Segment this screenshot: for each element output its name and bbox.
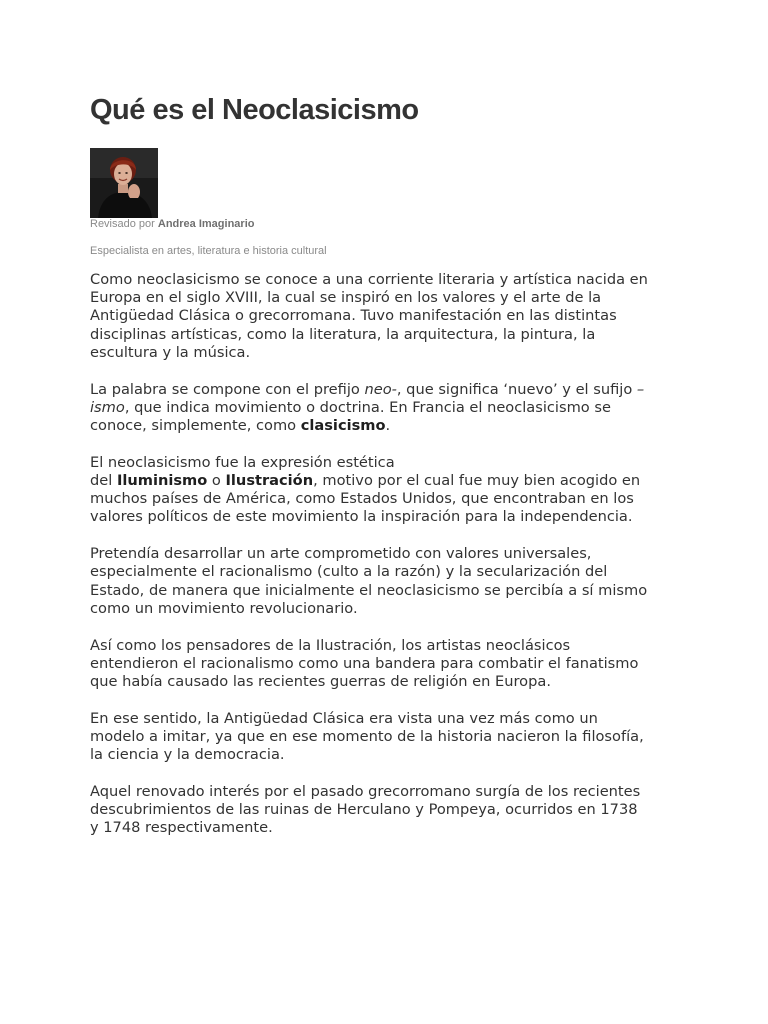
article-body (90, 271, 650, 856)
paragraph-3-text: del (90, 472, 117, 490)
paragraph-4: Pretendía desarrollar un arte comprometido con valores universales, especialmente el racionalismo (culto a la razón) y la secularización del Estado, de manera que inicialmente el neoclasicismo se percibía a sí mismo como un movimiento revolucionario. (90, 545, 648, 617)
reviewer-name[interactable]: Andrea Imaginario (157, 218, 255, 230)
reviewer-avatar (90, 148, 158, 218)
paragraph-2-text: , que indica movimiento o doctrina. En Francia el neoclasicismo se conoce, simplemente, como (90, 398, 611, 435)
paragraph-5: Así como los pensadores de la Ilustración, los artistas neoclásicos entendieron el racionalismo como una bandera para combatir el fanatismo que había causado las recientes guerras de religión en Europa. (90, 636, 639, 691)
reviewer-credential: Especialista en artes, literatura e historia cultural (90, 245, 327, 257)
reviewer-byline (90, 218, 254, 230)
keyword-iluminismo: Iluminismo (116, 472, 208, 490)
reviewer-prefix: Revisado por (90, 218, 155, 230)
paragraph-2 (90, 381, 650, 436)
paragraph-3-text: El neoclasicismo fue la expresión estética (90, 453, 395, 471)
keyword-ilustracion: Ilustración (225, 472, 314, 490)
paragraph-2-text: La palabra se compone con el prefijo (90, 380, 365, 398)
paragraph-6: En ese sentido, la Antigüedad Clásica era vista una vez más como un modelo a imitar, ya que en ese momento de la historia nacieron la filosofía, la ciencia y la democracia. (90, 709, 644, 764)
paragraph-3-text: o (207, 472, 226, 490)
keyword-clasicismo: clasicismo (300, 417, 386, 435)
reviewer-photo (90, 148, 158, 218)
suffix-term: –ismo (90, 380, 645, 416)
page-title: Qué es el Neoclasicismo (90, 94, 419, 126)
paragraph-3 (90, 454, 650, 527)
prefix-term: neo- (364, 380, 397, 398)
paragraph-1: Como neoclasicismo se conoce a una corriente literaria y artística nacida en Europa en el siglo XVIII, la cual se inspiró en los valores y el arte de la Antigüedad Clásica o grecorromana. Tuvo manifestación en las distintas disciplinas artísticas, como la literatura, la arquitectura, la pintura, la escultura y la música. (90, 271, 648, 361)
paragraph-2-text: , que significa ‘nuevo’ y el sufijo (396, 380, 637, 398)
paragraph-2-text: . (385, 417, 391, 435)
paragraph-7: Aquel renovado interés por el pasado grecorromano surgía de los recientes descubrimientos de las ruinas de Herculano y Pompeya, ocurridos en 1738 y 1748 respectivamente. (90, 783, 641, 837)
paragraph-3-text: , motivo por el cual fue muy bien acogido en muchos países de América, como Estados Unidos, que encontraban en los valores políticos de este movimiento la inspiración para la independencia. (90, 472, 641, 526)
